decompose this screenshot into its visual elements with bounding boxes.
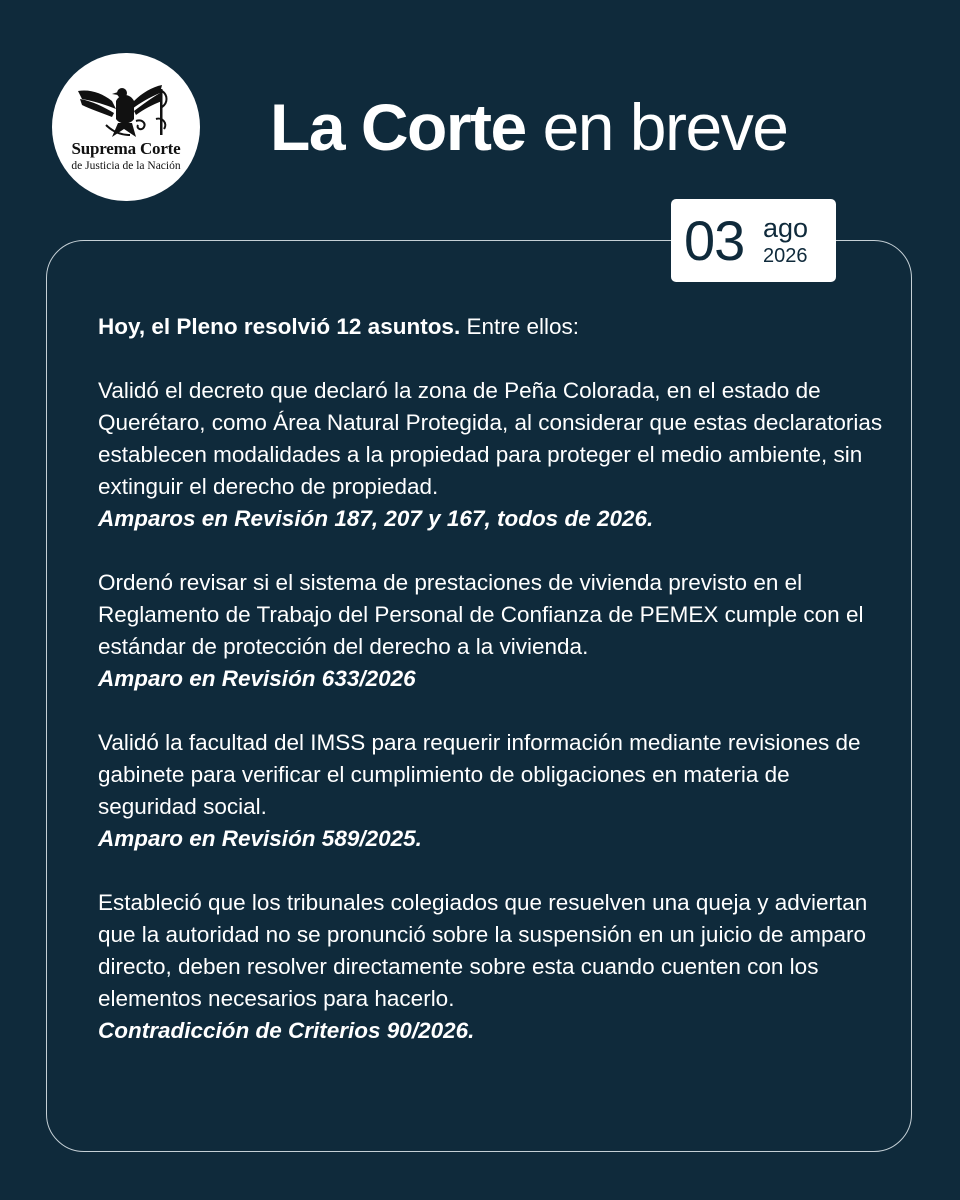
item-reference: Amparos en Revisión 187, 207 y 167, todos de 2026. (98, 506, 654, 531)
item-text: Estableció que los tribunales colegiados que resuelven una queja y adviertan que la autoridad no se pronunció sobre la suspensión en un juicio de amparo directo, deben resolver directamente sobre esta cuando cuenten con los elementos necesarios para hacerlo. (98, 890, 868, 1011)
page-title-bold: La Corte (270, 90, 526, 164)
court-logo (52, 53, 200, 201)
logo-line-2: de Justicia de la Nación (71, 160, 181, 172)
list-item (98, 375, 888, 535)
list-item (98, 727, 888, 855)
list-item (98, 567, 888, 695)
eagle-emblem-icon (76, 79, 176, 145)
summary-text (98, 311, 888, 1079)
logo-line-1: Suprema Corte (71, 139, 181, 158)
date-day: 03 (684, 209, 745, 272)
date-year: 2026 (763, 245, 808, 267)
date-month: ago (763, 213, 809, 243)
intro-bold: Hoy, el Pleno resolvió 12 asuntos. (98, 314, 461, 339)
date-badge (671, 199, 836, 282)
page-title (270, 88, 787, 166)
item-reference: Amparo en Revisión 589/2025. (98, 826, 422, 851)
item-reference: Amparo en Revisión 633/2026 (98, 666, 416, 691)
intro-paragraph (98, 311, 888, 343)
item-reference: Contradicción de Criterios 90/2026. (98, 1018, 475, 1043)
item-text: Validó la facultad del IMSS para requerir información mediante revisiones de gabinete para verificar el cumplimiento de obligaciones en materia de seguridad social. (98, 730, 861, 819)
item-text: Ordenó revisar si el sistema de prestaciones de vivienda previsto en el Reglamento de Trabajo del Personal de Confianza de PEMEX cumple con el estándar de protección del derecho a la vivienda. (98, 570, 864, 659)
list-item (98, 887, 888, 1047)
item-text: Validó el decreto que declaró la zona de Peña Colorada, en el estado de Querétaro, como Área Natural Protegida, al considerar que estas declaratorias establecen modalidades a la propiedad para proteger el medio ambiente, sin extinguir el derecho de propiedad. (98, 378, 883, 499)
intro-rest: Entre ellos: (460, 314, 580, 339)
page-title-light: en breve (542, 90, 788, 164)
